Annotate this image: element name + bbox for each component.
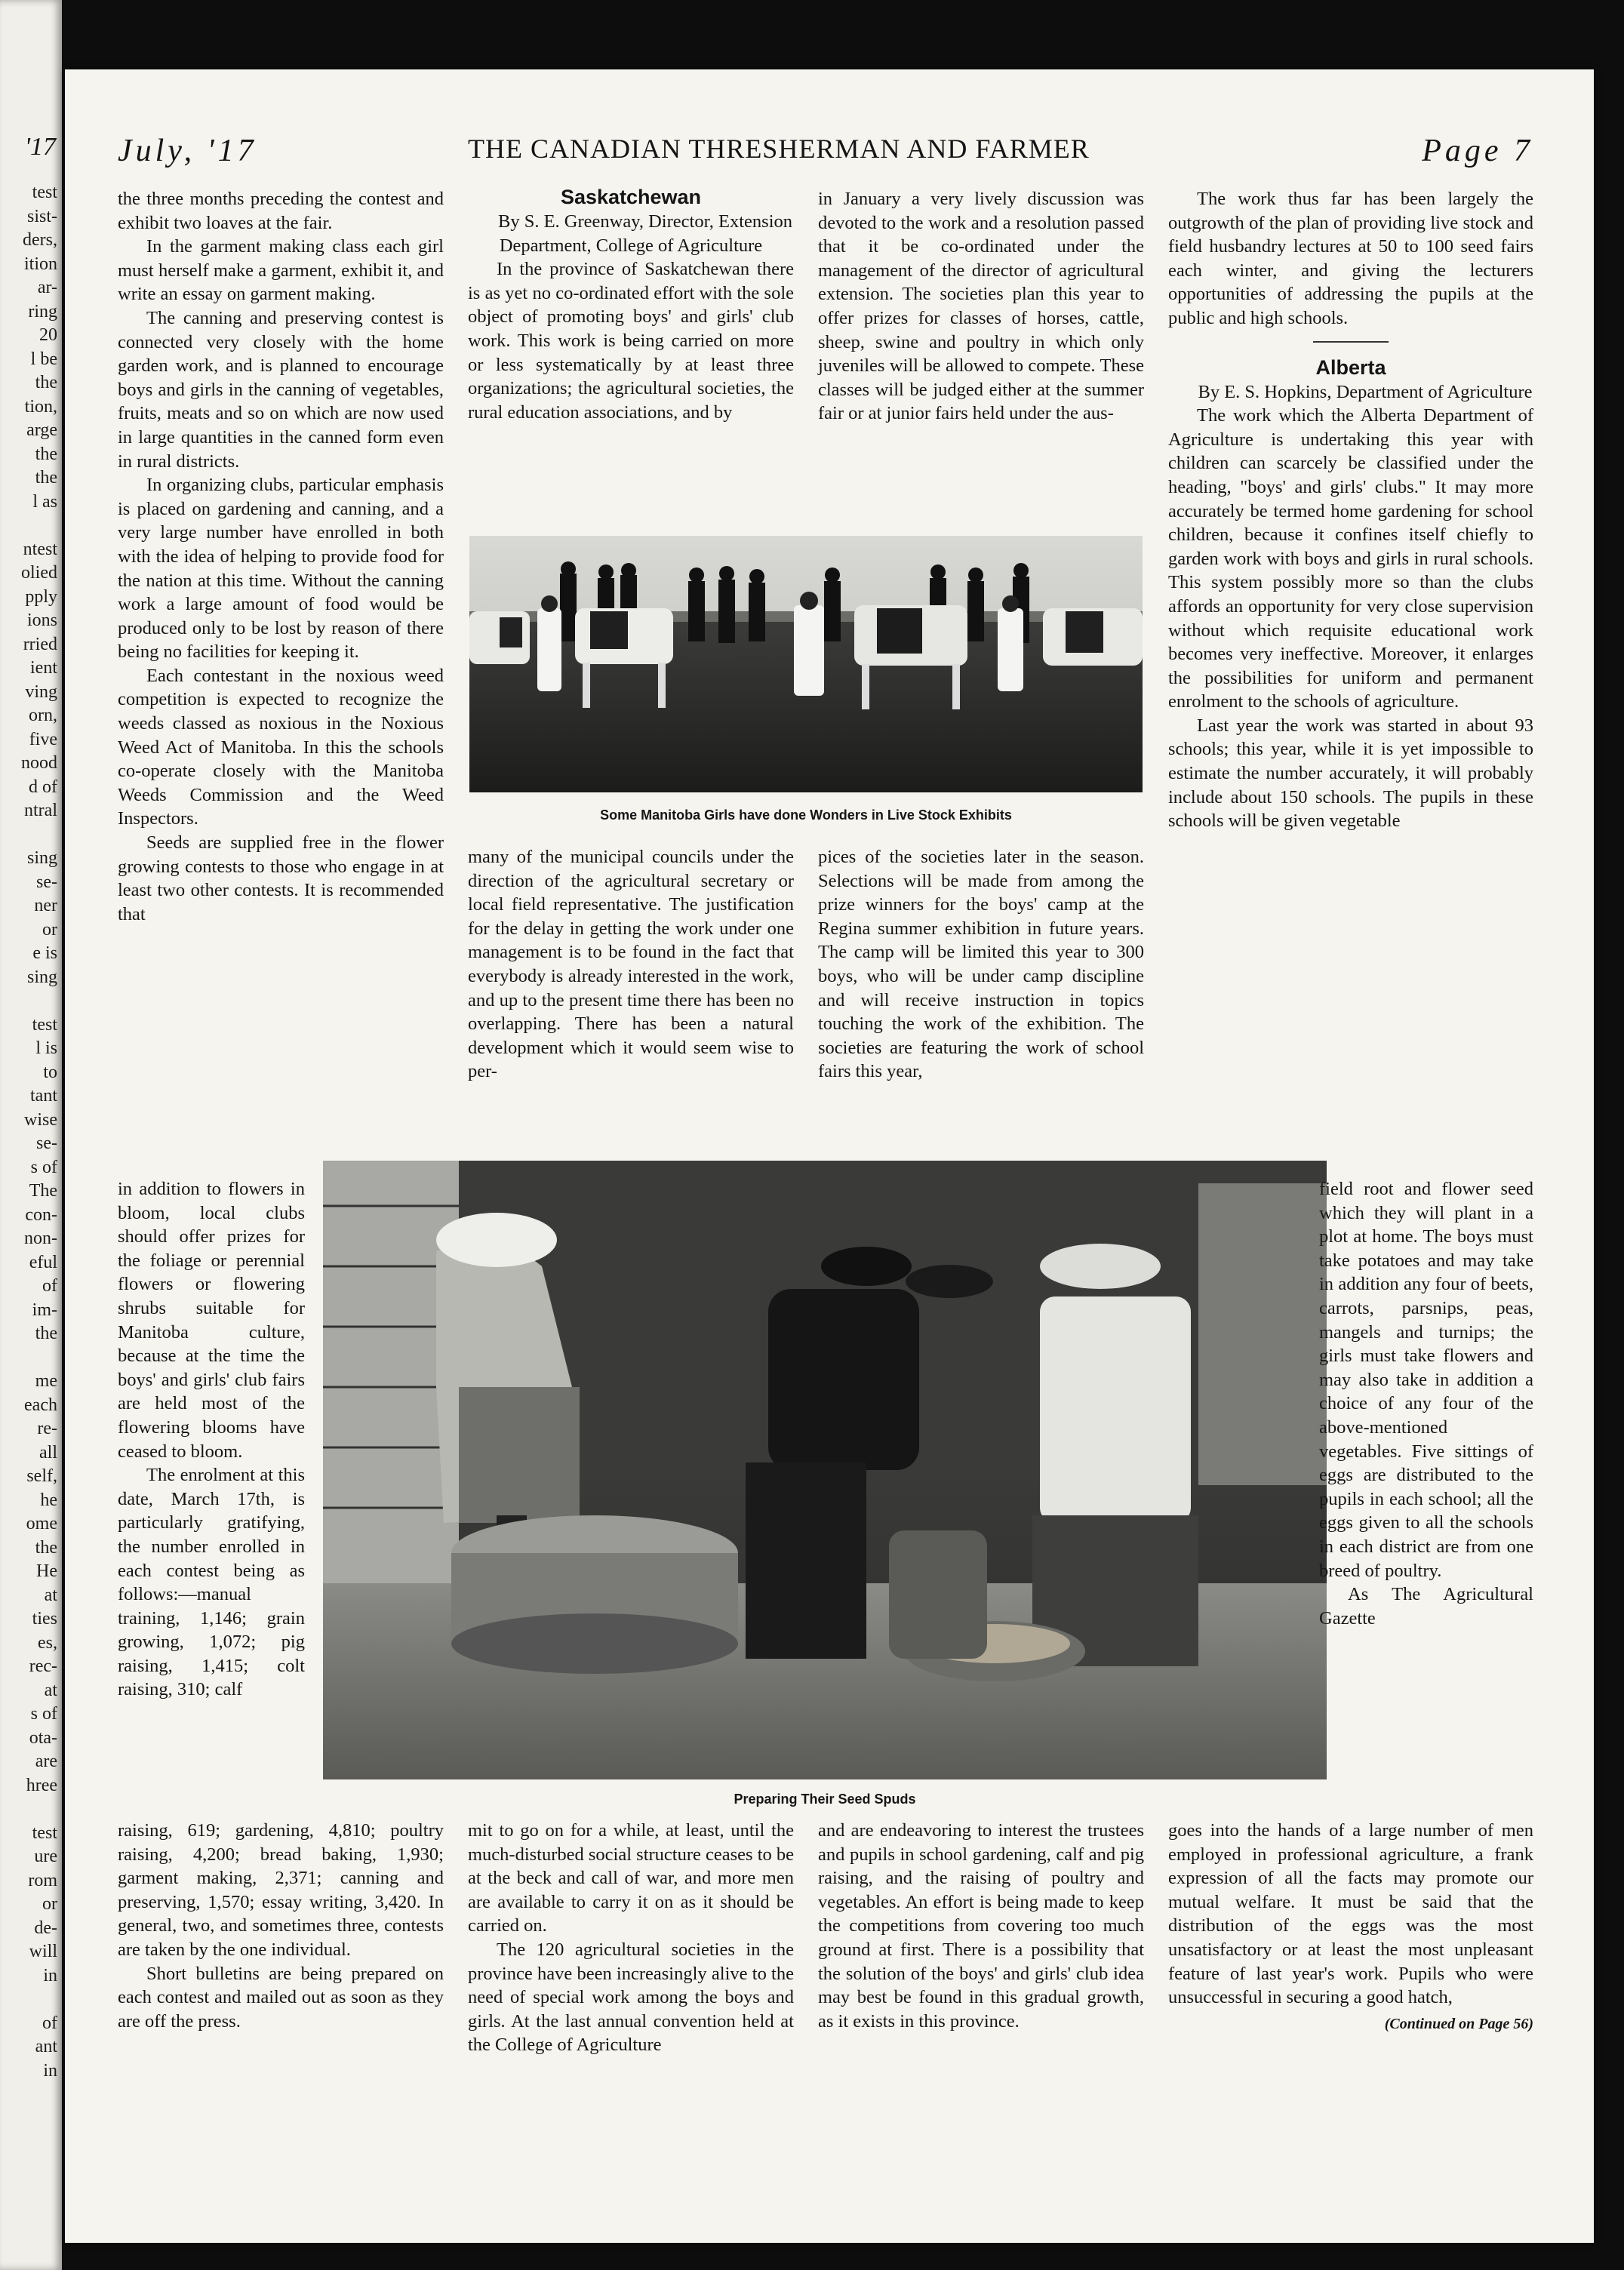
previous-page-fragment: rom — [28, 1870, 57, 1890]
previous-page-fragment: sing — [26, 848, 57, 868]
paragraph: The canning and preserving contest is connected very closely with the home garden work, and is planned to encourage boys and girls in the canning of vegetables, fruits, meats and so on which are now used in large quantities in the canned form even in rural districts. — [118, 307, 444, 472]
newspaper-page — [65, 69, 1594, 2243]
previous-page-fragment: orn, — [29, 706, 57, 725]
previous-page-fragment: tion, — [24, 396, 57, 417]
previous-page-fragment: eful — [29, 1252, 57, 1272]
previous-page-fragment: are — [35, 1752, 57, 1771]
previous-page-fragment: ition — [23, 254, 57, 274]
previous-page-fragment: or — [42, 919, 57, 940]
previous-page-fragment: l as — [32, 491, 57, 512]
previous-page-fragment: arge — [26, 420, 57, 440]
previous-page-fragment: to — [43, 1062, 57, 1082]
divider — [1313, 341, 1389, 343]
previous-page-fragment: me — [35, 1371, 57, 1391]
livestock-photo-image — [469, 536, 1143, 792]
previous-page-fragment: at — [44, 1680, 57, 1700]
paragraph: Last year the work was started in about 93 schools; this year, while it is yet impossible to estimate the number accurately, it will probably include about 150 schools. The pupils in these schools will be given vegetable — [1168, 715, 1533, 832]
previous-page-fragment: se- — [36, 1133, 57, 1153]
previous-page-fragment: l be — [30, 349, 57, 369]
previous-page-fragment: the — [35, 1324, 57, 1343]
previous-page-fragment: ders, — [23, 230, 57, 250]
paragraph: field root and flower seed which they will plant in a plot at home. The boys must take potatoes and may take in addition any four of beets, carrots, parsnips, peas, mangels and turnips; the girls must take flowers and may also take in addition a choice of any four of the above-mentioned vegetables. Five sittings of eggs are distributed to the pupils in each school; all the eggs given to all the schools in each district are from one breed of poultry. — [1319, 1179, 1533, 1581]
paragraph: As The Agricultural Gazette — [1319, 1584, 1533, 1629]
paragraph: The 120 agricultural societies in the province have been increasingly alive to the need of special work among the boys and girls. At the last annual convention held at the College of Agriculture — [468, 1939, 794, 2056]
previous-page-fragment: of — [42, 2013, 57, 2033]
previous-page-fragment: test — [32, 183, 57, 202]
paragraph: many of the municipal councils under the direction of the agricultural secretary or local field representative. The justification for the delay in getting the work under one management is to be found in the fact that everybody is already interested in the work, and up to the present time there has been no overlapping. There has been a natural development which it would seem wise to per- — [468, 847, 794, 1082]
previous-page-fragment: test — [32, 1822, 57, 1843]
column-4-bottom — [1168, 1819, 1533, 2036]
seed-spuds-photo-image — [323, 1161, 1327, 1779]
previous-page-fragment: rried — [23, 634, 57, 654]
previous-page-fragment: tant — [30, 1086, 57, 1106]
previous-page-fragment: The — [29, 1181, 57, 1201]
paragraph: In the garment making class each girl must herself make a garment, exhibit it, and write an essay on garment making. — [118, 236, 444, 305]
previous-page-fragment: rec- — [29, 1656, 57, 1676]
previous-page-fragment: im- — [32, 1300, 57, 1320]
previous-page-edge — [0, 0, 62, 2270]
previous-page-fragment: each — [24, 1395, 57, 1415]
page-number: Page 7 — [1422, 134, 1533, 168]
previous-page-fragment: pply — [25, 586, 57, 607]
paragraph: The enrolment at this date, March 17th, is particularly gratifying, the number enrolled in each contest being as follows:—manual training, 1,146; grain growing, 1,072; pig raising, 1,415; colt raising, 310; calf — [118, 1465, 305, 1700]
column-3-middle — [818, 845, 1144, 1084]
previous-page-fragment: in — [43, 1965, 57, 1985]
previous-page-fragment: test — [32, 1014, 57, 1035]
paragraph: The work thus far has been largely the outgrowth of the plan of providing live stock and field husbandry lectures at 50 to 100 seed fairs each winter, and giving the lecturers opportunities of addressing the pupils at the public and high schools. — [1168, 189, 1533, 328]
previous-page-fragment: s of — [30, 1704, 57, 1724]
previous-page-fragment: olied — [21, 563, 57, 583]
column-2-bottom — [468, 1819, 794, 2057]
previous-page-fragment: all — [39, 1442, 57, 1463]
previous-page-fragment: ntest — [23, 539, 57, 559]
previous-page-fragment: ome — [26, 1514, 57, 1533]
previous-page-fragment: the — [35, 468, 57, 488]
previous-page-fragment: d of — [29, 777, 57, 797]
paragraph: mit to go on for a while, at least, until the much-disturbed social structure ceases to be at the beck and call of war, and more men are available to carry it on as it should be carried on. — [468, 1820, 795, 1936]
column-1-wrap — [118, 1177, 305, 1702]
previous-page-fragment: ient — [30, 658, 57, 678]
previous-page-fragment: of — [42, 1276, 57, 1296]
previous-page-fragment: e is — [32, 943, 57, 963]
previous-page-fragment: non- — [24, 1229, 57, 1248]
previous-page-fragment: ties — [32, 1609, 57, 1629]
previous-page-fragment: es, — [38, 1632, 57, 1653]
previous-page-fragment: in — [43, 2060, 57, 2081]
previous-page-fragment: de- — [34, 1918, 57, 1938]
previous-page-fragment: l is — [35, 1038, 57, 1058]
previous-page-fragment: hree — [26, 1775, 57, 1795]
paragraph: the three months preceding the contest and exhibit two loaves at the fair. — [118, 189, 444, 233]
column-1-top — [118, 187, 444, 926]
paragraph: in January a very lively discussion was devoted to the work and a resolution passed that it be co-ordinated under the management of the director of agricultural extension. The societies plan this year to offer prizes for classes of horses, cattle, sheep, swine and poultry in which only juveniles will be allowed to compete. These classes will be judged either at the summer fair or at junior fairs held under the aus- — [818, 189, 1144, 424]
paragraph: Seeds are supplied free in the flower growing contests to those who engage in at least two other contests. It is recommended that — [118, 832, 444, 924]
previous-page-fragment: ner — [34, 896, 57, 915]
column-4-wrap — [1319, 1177, 1533, 1630]
previous-page-fragment: ota- — [29, 1727, 57, 1748]
previous-page-fragment: wise — [24, 1109, 57, 1130]
previous-page-fragment: sing — [26, 967, 57, 987]
previous-page-fragment: the — [35, 444, 57, 464]
paragraph: in addition to flowers in bloom, local clubs should offer prizes for the foliage or perennial flowers or flowering shrubs suitable for Manitoba culture, because at the time the boys' and girls' club fairs are held most of the flowering blooms have ceased to bloom. — [118, 1179, 305, 1462]
paragraph: In organizing clubs, particular emphasis is placed on gardening and canning, and a very large number have enrolled in both with the idea of helping to provide food for the nation at this time. Without the canning work a large amount of food would be produced only to be lost by reason of there being no facilities for keeping it. — [118, 475, 444, 663]
paragraph: The work which the Alberta Department of Agriculture is undertaking this year with children can scarcely be classified under the heading, "boys' and girls' clubs." It may more accurately be termed home gardening for school children, because it confines itself chiefly to garden work with boys and girls in rural schools. This system possibly more so than the clubs affords an opportunity for very close supervision without which requisite educational work becomes very ineffective. Moreover, it enlarges the possibilities for uniform and permanent enrolment to the schools of agriculture. — [1168, 405, 1533, 712]
byline: By E. S. Hopkins, Department of Agriculture — [1198, 381, 1533, 402]
photo-girls-livestock — [469, 536, 1143, 792]
paragraph: In the province of Saskatchewan there is as yet no co-ordinated effort with the sole object of promoting boys' and girls' club work. This work is being carried on more or less systematically by at least three organizations; the agricultural societies, the rural education associations, and by — [468, 259, 794, 423]
previous-page-header: '17 — [24, 133, 56, 161]
section-heading-alberta: Alberta — [1315, 355, 1386, 379]
previous-page-fragment: sist- — [26, 206, 57, 226]
photo-caption-seed-spuds: Preparing Their Seed Spuds — [734, 1792, 916, 1807]
paragraph: raising, 619; gardening, 4,810; poultry raising, 4,200; bread baking, 1,930; garment making, 2,371; canning and preserving, 1,570; essay writing, 3,420. In general, two, and sometimes three, contests are taken by the one individual. — [118, 1820, 444, 1960]
paragraph: Each contestant in the noxious weed competition is expected to recognize the weeds classed as noxious in the Noxious Weed Act of Manitoba. In this the schools co-operate closely with the Manitoba Weeds Commission and the Weed Inspectors. — [118, 665, 444, 829]
paragraph: goes into the hands of a large number of men employed in professional agriculture, a frank expression of all the facts may promote our mutual welfare. It must be said that the distribution of the eggs was the most unsatisfactory or at least the most unpleasant feature of last year's work. Pupils who were unsuccessful in securing a good hatch, — [1168, 1820, 1533, 2008]
previous-page-fragment: s of — [30, 1157, 57, 1177]
previous-page-fragment: ure — [34, 1847, 57, 1866]
column-3-top — [818, 187, 1144, 426]
previous-page-fragment: the — [35, 1537, 57, 1558]
previous-page-fragment: ions — [26, 611, 57, 630]
previous-page-fragment: re- — [37, 1419, 57, 1438]
previous-page-fragment: ant — [35, 2037, 57, 2056]
previous-page-fragment: or — [42, 1894, 57, 1914]
previous-page-fragment: se- — [36, 872, 57, 892]
continued-note: (Continued on Page 56) — [1384, 2015, 1533, 2032]
column-4-top — [1168, 187, 1533, 833]
column-2-middle — [468, 845, 794, 1084]
previous-page-fragment: ntral — [24, 801, 57, 820]
publication-title: THE CANADIAN THRESHERMAN AND FARMER — [468, 134, 1090, 164]
previous-page-fragment: 20 — [39, 325, 57, 345]
previous-page-fragment: at — [44, 1585, 57, 1605]
photo-seed-spuds — [323, 1161, 1327, 1779]
previous-page-fragment: nood — [21, 753, 57, 773]
photo-caption-livestock: Some Manitoba Girls have done Wonders in Live Stock Exhibits — [600, 807, 1012, 823]
previous-page-fragment: he — [40, 1490, 57, 1510]
previous-page-fragment: ar- — [37, 278, 57, 297]
paragraph: Short bulletins are being prepared on each contest and mailed out as soon as they are off the press. — [118, 1963, 444, 2032]
previous-page-fragment: ring — [28, 301, 57, 321]
issue-date: July, '17 — [118, 134, 257, 168]
previous-page-fragment: will — [29, 1942, 57, 1961]
previous-page-fragment: five — [29, 729, 57, 749]
previous-page-fragment: ving — [25, 681, 57, 702]
paragraph: pices of the societies later in the season. Selections will be made from among the prize winners for the boys' camp at the Regina summer exhibition in future years. The camp will be limited this year to 300 boys, who will be under camp discipline and will receive instruction in topics touching the work of the exhibition. The societies are featuring the work of school fairs this year, — [818, 847, 1144, 1082]
saskatchewan-section — [468, 184, 794, 424]
previous-page-fragment: the — [35, 373, 57, 392]
previous-page-fragment: self, — [26, 1466, 57, 1486]
column-1-bottom — [118, 1819, 444, 2033]
column-3-bottom — [818, 1819, 1144, 2033]
byline: By S. E. Greenway, Director, Extension Department, College of Agriculture — [497, 211, 792, 256]
paragraph: and are endeavoring to interest the trustees and pupils in school gardening, calf and pig raising, and the raising of poultry and vegetables. An effort is being made to keep the competitions from covering too much ground at first. There is a possibility that the solution of the boys' and girls' club idea may best be found in this gradual growth, as it exists in this province. — [818, 1820, 1144, 2032]
section-heading-saskatchewan: Saskatchewan — [560, 186, 702, 208]
previous-page-fragment: He — [36, 1561, 57, 1581]
previous-page-fragment: con- — [25, 1204, 57, 1225]
